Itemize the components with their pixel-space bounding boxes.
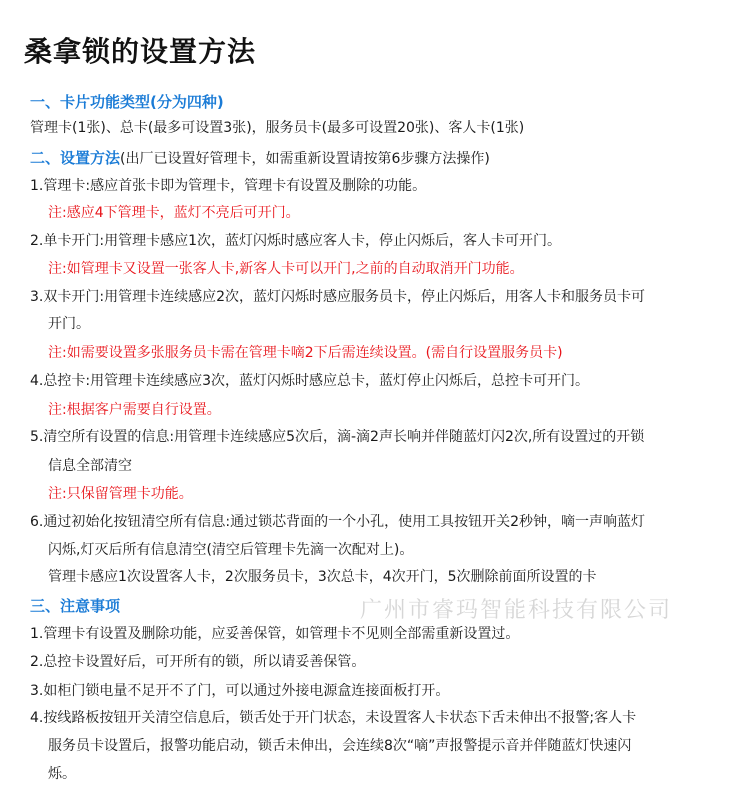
section3-heading: 三、注意事项 xyxy=(30,597,121,615)
step-3-note: 注:如需要设置多张服务员卡需在管理卡嘀2下后需连续设置。(需自行设置服务员卡) xyxy=(48,345,563,361)
step-4-text: 4.总控卡:用管理卡连续感应3次，蓝灯闪烁时感应总卡，蓝灯停止闪烁后，总控卡可开门。 xyxy=(30,373,589,389)
section2-heading-suffix: (出厂已设置好管理卡，如需重新设置请按第6步骤方法操作) xyxy=(120,151,490,167)
step-5-text-cont: 信息全部清空 xyxy=(48,458,132,474)
step-2-text: 2.单卡开门:用管理卡感应1次，蓝灯闪烁时感应客人卡，停止闪烁后，客人卡可开门。 xyxy=(30,233,561,249)
notice-3: 3.如柜门锁电量不足开不了门，可以通过外接电源盒连接面板打开。 xyxy=(30,683,450,699)
notice-4: 4.按线路板按钮开关清空信息后，锁舌处于开门状态，未设置客人卡状态下舌未伸出不报警;客人卡 xyxy=(30,710,637,726)
section1-body: 管理卡(1张)、总卡(最多可设置3张)，服务员卡(最多可设置20张)、客人卡(1张) xyxy=(30,120,525,136)
step-6-text-cont: 闪烁,灯灭后所有信息清空(清空后管理卡先滴一次配对上)。 xyxy=(48,542,414,558)
step-6-summary: 管理卡感应1次设置客人卡，2次服务员卡，3次总卡，4次开门，5次删除前面所设置的卡 xyxy=(48,569,597,585)
step-2-note: 注:如管理卡又设置一张客人卡,新客人卡可以开门,之前的自动取消开门功能。 xyxy=(48,261,524,277)
section1-heading: 一、卡片功能类型(分为四种) xyxy=(30,93,224,111)
step-6-text: 6.通过初始化按钮清空所有信息:通过锁芯背面的一个小孔，使用工具按钮开关2秒钟，嘀一声响蓝灯 xyxy=(30,514,645,530)
notice-4-cont-2: 烁。 xyxy=(48,766,76,782)
step-1-text: 1.管理卡:感应首张卡即为管理卡，管理卡有设置及删除的功能。 xyxy=(30,178,427,194)
step-4-note: 注:根据客户需要自行设置。 xyxy=(48,402,221,418)
step-5-note: 注:只保留管理卡功能。 xyxy=(48,486,193,502)
section2-heading-prefix: 二、设置方法 xyxy=(30,149,121,167)
step-3-text: 3.双卡开门:用管理卡连续感应2次，蓝灯闪烁时感应服务员卡，停止闪烁后，用客人卡和服务员卡可 xyxy=(30,289,645,305)
step-3-text-cont: 开门。 xyxy=(48,316,90,332)
notice-2: 2.总控卡设置好后，可开所有的锁，所以请妥善保管。 xyxy=(30,654,366,670)
company-watermark: 广州市睿玛智能科技有限公司 xyxy=(360,598,673,623)
section2-heading xyxy=(30,148,730,169)
page-title: 桑拿锁的设置方法 xyxy=(24,35,257,68)
notice-4-cont: 服务员卡设置后，报警功能启动，锁舌未伸出，会连续8次“嘀”声报警提示音并伴随蓝灯快速闪 xyxy=(48,738,632,754)
step-5-text: 5.清空所有设置的信息:用管理卡连续感应5次后，滴-滴2声长响并伴随蓝灯闪2次,所有设置过的开锁 xyxy=(30,429,645,445)
notice-1: 1.管理卡有设置及删除功能，应妥善保管，如管理卡不见则全部需重新设置过。 xyxy=(30,626,520,642)
step-1-note: 注:感应4下管理卡，蓝灯不亮后可开门。 xyxy=(48,205,300,221)
